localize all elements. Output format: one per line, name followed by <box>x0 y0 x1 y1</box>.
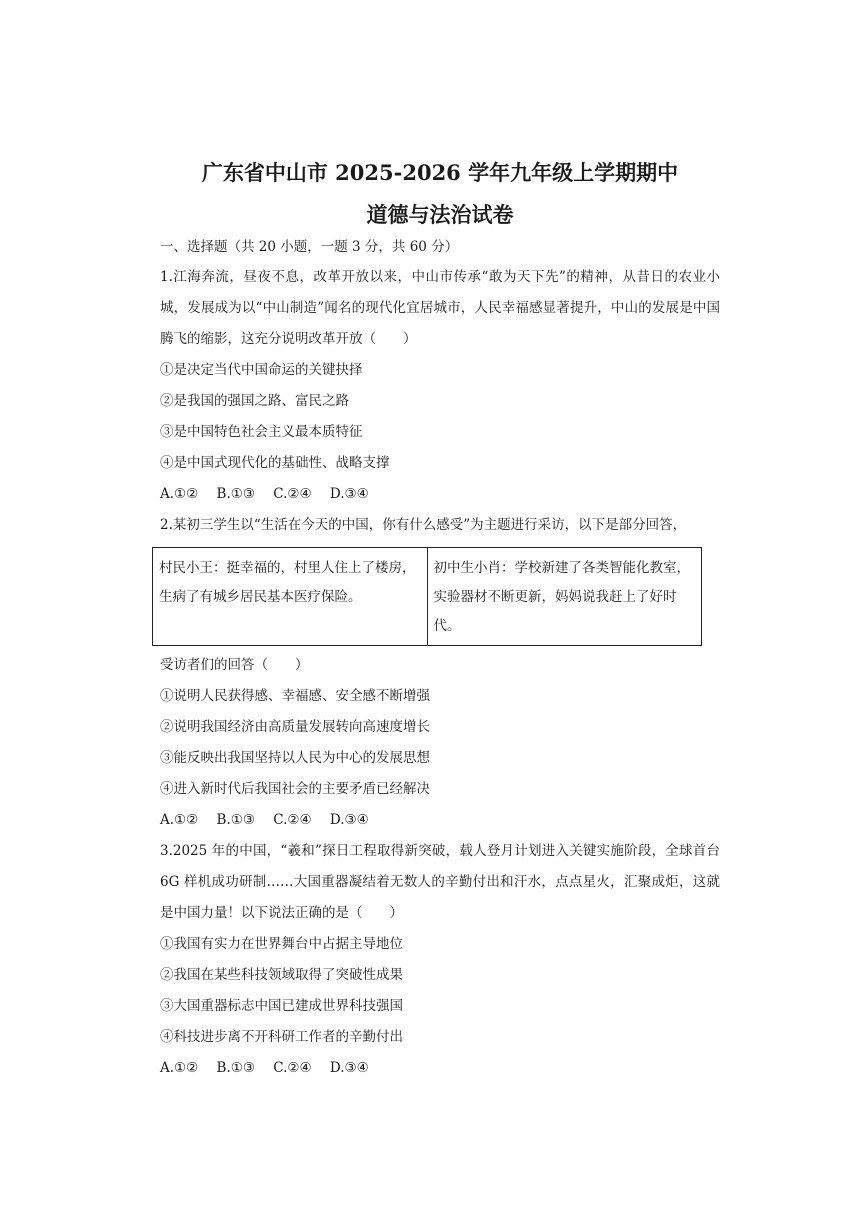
table-row <box>153 548 702 646</box>
answer-a: A.①② <box>160 812 199 828</box>
exam-page <box>160 150 720 1084</box>
table-cell: 村民小王：挺幸福的，村里人住上了楼房，生病了有城乡居民基本医疗保险。 <box>153 548 428 646</box>
option-4: ④科技进步离不开科研工作者的辛勤付出 <box>160 1029 403 1045</box>
answer-b: B.①③ <box>216 486 255 502</box>
option-1: ①我国有实力在世界舞台中占据主导地位 <box>160 936 403 952</box>
answer-d: D.③④ <box>329 812 369 828</box>
question-3 <box>160 836 720 1084</box>
section-header: 一、选择题（共 20 小题，一题 3 分，共 60 分） <box>160 239 459 255</box>
option-4: ④是中国式现代化的基础性、战略支撑 <box>160 455 390 471</box>
exam-title-line2: 道德与法治试卷 <box>366 202 514 227</box>
question-2 <box>160 510 720 836</box>
answer-choices <box>160 479 720 510</box>
exam-title-line1: 广东省中山市 2025-2026 学年九年级上学期期中 <box>201 160 679 185</box>
option-3: ③能反映出我国坚持以人民为中心的发展思想 <box>160 750 430 766</box>
question-stem: 1.江海奔流，昼夜不息，改革开放以来，中山市传承“敢为天下先”的精神，从昔日的农业小城，发展成为以“中山制造”闻名的现代化宜居城市，人民幸福感显著提升，中山的发展是中国腾飞的缩影，这充分说明改革开放（ ） <box>160 269 720 347</box>
option-2: ②说明我国经济由高质量发展转向高速度增长 <box>160 719 430 735</box>
answer-b: B.①③ <box>216 812 255 828</box>
option-4: ④进入新时代后我国社会的主要矛盾已经解决 <box>160 781 430 797</box>
option-1: ①说明人民获得感、幸福感、安全感不断增强 <box>160 688 430 704</box>
option-3: ③是中国特色社会主义最本质特征 <box>160 424 363 440</box>
question-follow: 受访者们的回答（ ） <box>160 657 309 673</box>
option-2: ②是我国的强国之路、富民之路 <box>160 393 349 409</box>
answer-a: A.①② <box>160 486 199 502</box>
answer-a: A.①② <box>160 1060 199 1076</box>
answer-d: D.③④ <box>329 1060 369 1076</box>
question-stem: 2.某初三学生以“生活在今天的中国，你有什么感受”为主题进行采访，以下是部分回答， <box>160 517 687 533</box>
answer-choices <box>160 1053 720 1084</box>
answer-c: C.②④ <box>273 1060 312 1076</box>
option-1: ①是决定当代中国命运的关键抉择 <box>160 362 363 378</box>
answer-b: B.①③ <box>216 1060 255 1076</box>
interview-table <box>152 547 702 646</box>
answer-choices <box>160 805 720 836</box>
table-cell: 初中生小肖：学校新建了各类智能化教室，实验器材不断更新，妈妈说我赶上了好时代。 <box>427 548 702 646</box>
option-3: ③大国重器标志中国已建成世界科技强国 <box>160 998 403 1014</box>
answer-d: D.③④ <box>329 486 369 502</box>
answer-c: C.②④ <box>273 812 312 828</box>
answer-c: C.②④ <box>273 486 312 502</box>
option-2: ②我国在某些科技领域取得了突破性成果 <box>160 967 403 983</box>
question-1 <box>160 262 720 510</box>
question-stem: 3.2025 年的中国，“羲和”探日工程取得新突破，载人登月计划进入关键实施阶段，全球首台 6G 样机成功研制……大国重器凝结着无数人的辛勤付出和汗水，点点星火，汇聚成炬，这就是中国力量！以下说法正确的是（ ） <box>160 843 720 921</box>
